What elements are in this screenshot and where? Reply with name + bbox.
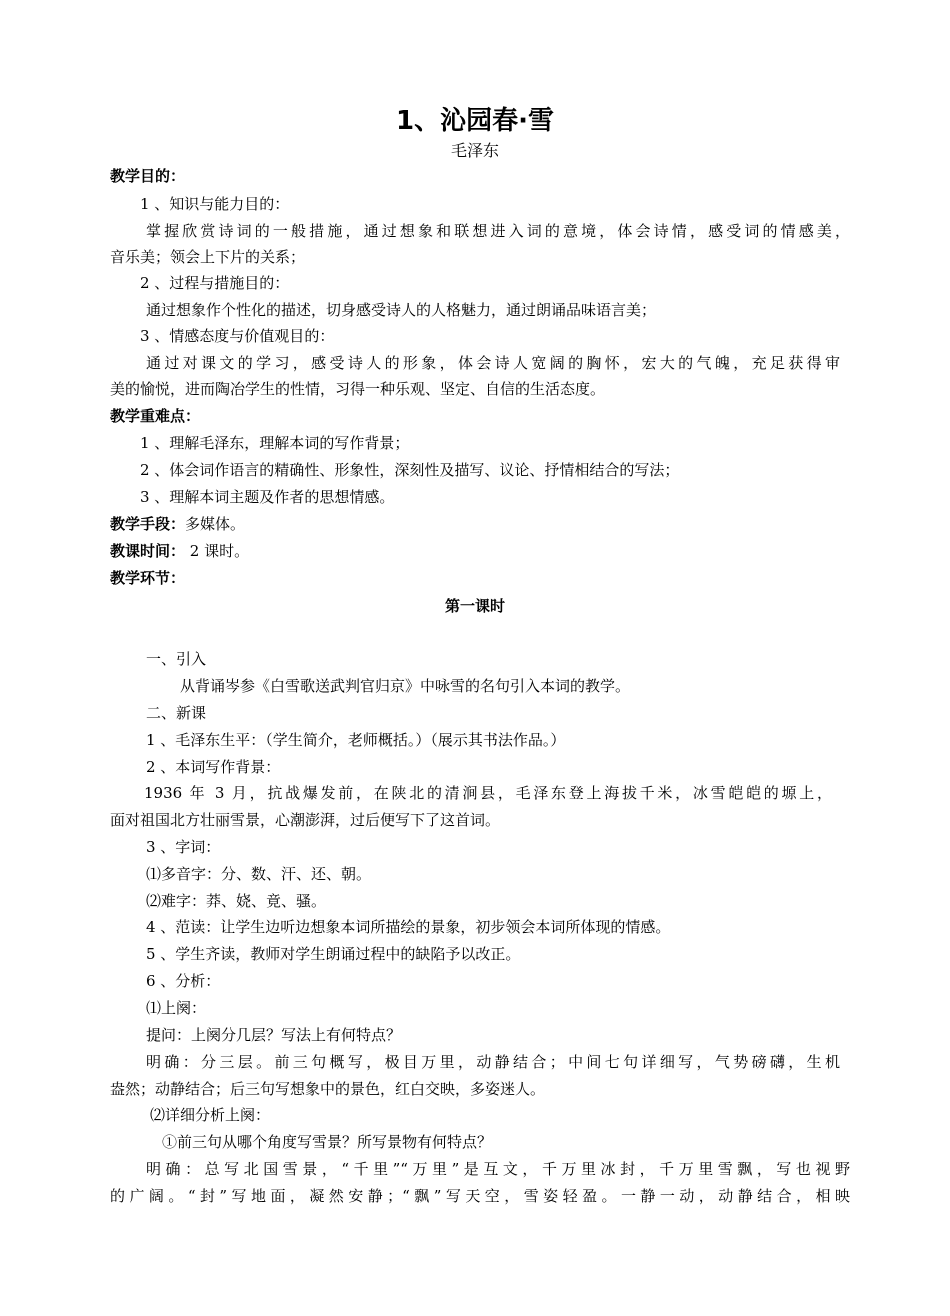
lesson-heading: 第一课时: [444, 597, 505, 615]
means-value: 多媒体。: [185, 515, 246, 533]
document-title: 1、沁园春·雪: [396, 106, 554, 136]
lesson-line: 6 、分析：: [146, 972, 221, 990]
lesson-line: ⑵难字：莽、娆、竟、骚。: [146, 892, 327, 910]
objective-line: 通过对课文的学习，感受诗人的形象，体会诗人宽阔的胸怀，宏大的气魄，充足获得审: [146, 354, 840, 372]
teaching-time: [110, 541, 249, 561]
lesson-line: ⑵详细分析上阕：: [150, 1106, 271, 1124]
difficulty-line: 1 、理解毛泽东，理解本词的写作背景；: [140, 434, 410, 452]
objective-line: 2 、过程与措施目的：: [140, 274, 290, 292]
lesson-line: 盎然；动静结合；后三句写想象中的景色，红白交映，多姿迷人。: [110, 1080, 546, 1098]
teaching-means: [110, 514, 245, 534]
lesson-line: 1936 年 3 月，抗战爆发前，在陕北的清涧县，毛泽东登上海拔千米，冰雪皑皑的塬上，: [144, 784, 832, 802]
lesson-line: 二、新课: [146, 704, 207, 722]
difficulty-line: 3 、理解本词主题及作者的思想情感。: [140, 488, 395, 506]
steps-heading: 教学环节：: [110, 569, 186, 587]
lesson-line: 3 、字词：: [146, 838, 221, 856]
objective-line: 音乐美；领会上下片的关系；: [110, 248, 306, 266]
lesson-line: 2 、本词写作背景：: [146, 758, 281, 776]
lesson-line: 提问：上阕分几层？写法上有何特点？: [146, 1026, 402, 1044]
lesson-line: ⑴上阕：: [146, 999, 207, 1017]
difficulty-line: 2 、体会词作语言的精确性、形象性，深刻性及描写、议论、抒情相结合的写法；: [140, 461, 680, 479]
lesson-line: 1 、毛泽东生平：（学生简介，老师概括。）（展示其书法作品。）: [146, 731, 566, 749]
objective-line: 掌握欣赏诗词的一般措施，通过想象和联想进入词的意境，体会诗情，感受词的情感美，: [146, 222, 850, 240]
lesson-line: 的广阔。“封”写地面，凝然安静；“飘”写天空，雪姿轻盈。一静一动，动静结合，相映: [110, 1187, 850, 1205]
lesson-line: 4 、范读：让学生边听边想象本词所描绘的景象，初步领会本词所体现的情感。: [146, 918, 671, 936]
lesson-line: 一、引入: [146, 650, 207, 668]
objective-line: 通过想象作个性化的描述，切身感受诗人的人格魅力，通过朗诵品味语言美；: [146, 301, 657, 319]
time-value: 2 课时。: [185, 542, 250, 560]
objective-line: 1 、知识与能力目的：: [140, 195, 290, 213]
lesson-line: 5 、学生齐读，教师对学生朗诵过程中的缺陷予以改正。: [146, 945, 521, 963]
lesson-line: ①前三句从哪个角度写雪景？所写景物有何特点？: [162, 1133, 493, 1151]
objective-line: 3 、情感态度与价值观目的：: [140, 327, 335, 345]
lesson-line: 明确：总写北国雪景，“千里”“万里”是互文，千万里冰封，千万里雪飘，写也视野: [146, 1160, 850, 1178]
objectives-heading: 教学目的：: [110, 167, 186, 185]
objective-line: 美的愉悦，进而陶冶学生的性情，习得一种乐观、坚定、自信的生活态度。: [110, 380, 606, 398]
author: 毛泽东: [450, 141, 499, 160]
difficulties-heading: 教学重难点：: [110, 407, 201, 425]
lesson-line: ⑴多音字：分、数、汗、还、朝。: [146, 865, 372, 883]
time-heading: 教课时间：: [110, 542, 186, 560]
means-heading: 教学手段：: [110, 515, 186, 533]
lesson-line: 明确：分三层。前三句概写，极目万里，动静结合；中间七句详细写，气势磅礴，生机: [146, 1053, 840, 1071]
lesson-line: 面对祖国北方壮丽雪景，心潮澎湃，过后便写下了这首词。: [110, 811, 501, 829]
lesson-line: 从背诵岑参《白雪歌送武判官归京》中咏雪的名句引入本词的教学。: [180, 677, 631, 695]
